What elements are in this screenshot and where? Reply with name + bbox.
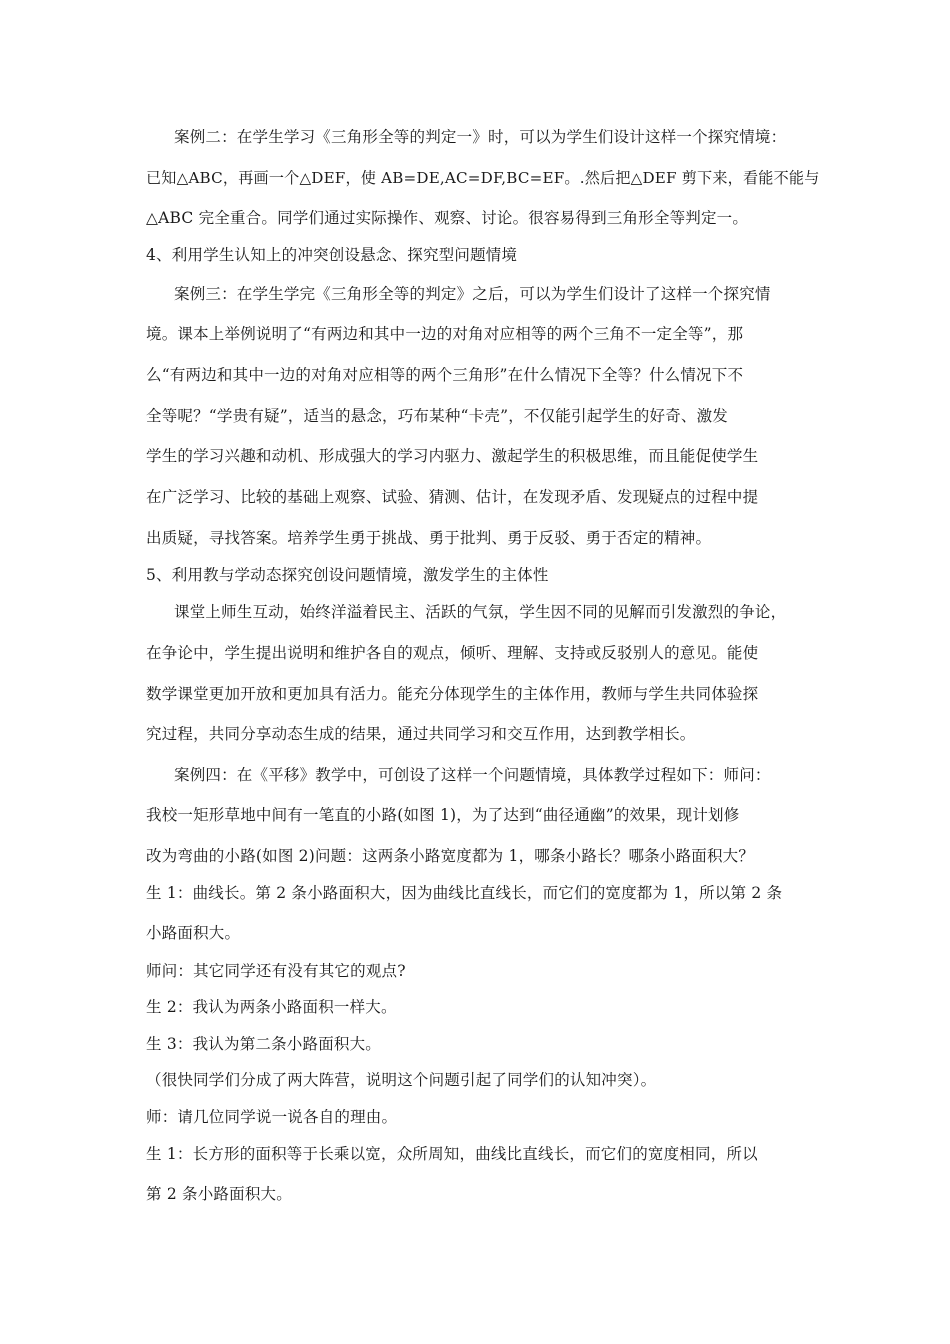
paragraph-line: 究过程，共同分享动态生成的结果，通过共同学习和交互作用，达到教学相长。 — [146, 725, 696, 743]
paragraph-line: 第 2 条小路面积大。 — [146, 1185, 292, 1203]
paragraph-line: 改为弯曲的小路(如图 2)问题：这两条小路宽度都为 1，哪条小路长？哪条小路面积大？ — [146, 847, 755, 865]
paragraph-line: （很快同学们分成了两大阵营，说明这个问题引起了同学们的认知冲突）。 — [146, 1071, 657, 1089]
paragraph-line: 课堂上师生互动，始终洋溢着民主、活跃的气氛，学生因不同的见解而引发激烈的争论， — [174, 603, 787, 621]
paragraph-line: 生 1：曲线长。第 2 条小路面积大，因为曲线比直线长，而它们的宽度都为 1，所以第 2 条 — [146, 884, 783, 902]
paragraph-line: 案例三：在学生学完《三角形全等的判定》之后，可以为学生们设计了这样一个探究情 — [174, 285, 771, 303]
paragraph-line: 已知△ABC，再画一个△DEF，使 AB=DE,AC=DF,BC=EF。.然后把△DEF 剪下来，看能不能与 — [146, 169, 820, 187]
paragraph-line: 案例四：在《平移》教学中，可创设了这样一个问题情境，具体教学过程如下：师问： — [174, 766, 771, 784]
paragraph-line: 师：请几位同学说一说各自的理由。 — [146, 1108, 398, 1126]
section-heading: 5、利用教与学动态探究创设问题情境，激发学生的主体性 — [146, 566, 549, 584]
paragraph-line: 案例二：在学生学习《三角形全等的判定一》时，可以为学生们设计这样一个探究情境： — [174, 128, 787, 146]
paragraph-line: 生 1：长方形的面积等于长乘以宽，众所周知，曲线比直线长，而它们的宽度相同，所以 — [146, 1145, 758, 1163]
section-heading: 4、利用学生认知上的冲突创设悬念、探究型问题情境 — [146, 246, 518, 264]
paragraph-line: 在广泛学习、比较的基础上观察、试验、猜测、估计，在发现矛盾、发现疑点的过程中提 — [146, 488, 759, 506]
paragraph-line: 全等呢？“学贵有疑”，适当的悬念，巧布某种“卡壳”，不仅能引起学生的好奇、激发 — [146, 407, 728, 425]
paragraph-line: 小路面积大。 — [146, 924, 241, 942]
paragraph-line: 在争论中，学生提出说明和维护各自的观点，倾听、理解、支持或反驳别人的意见。能使 — [146, 644, 759, 662]
paragraph-line: △ABC 完全重合。同学们通过实际操作、观察、讨论。很容易得到三角形全等判定一。 — [146, 209, 749, 227]
paragraph-line: 生 2：我认为两条小路面积一样大。 — [146, 998, 397, 1016]
paragraph-line: 出质疑，寻找答案。培养学生勇于挑战、勇于批判、勇于反驳、勇于否定的精神。 — [146, 529, 712, 547]
paragraph-line: 生 3：我认为第二条小路面积大。 — [146, 1035, 381, 1053]
paragraph-line: 么“有两边和其中一边的对角对应相等的两个三角形”在什么情况下全等？什么情况下不 — [146, 366, 744, 384]
paragraph-line: 数学课堂更加开放和更加具有活力。能充分体现学生的主体作用，教师与学生共同体验探 — [146, 685, 759, 703]
paragraph-line: 师问：其它同学还有没有其它的观点? — [146, 962, 406, 980]
paragraph-line: 我校一矩形草地中间有一笔直的小路(如图 1)，为了达到“曲径通幽”的效果，现计划修 — [146, 806, 740, 824]
paragraph-line: 境。课本上举例说明了“有两边和其中一边的对角对应相等的两个三角不一定全等”，那 — [146, 325, 744, 343]
paragraph-line: 学生的学习兴趣和动机、形成强大的学习内驱力、激起学生的积极思维，而且能促使学生 — [146, 447, 759, 465]
